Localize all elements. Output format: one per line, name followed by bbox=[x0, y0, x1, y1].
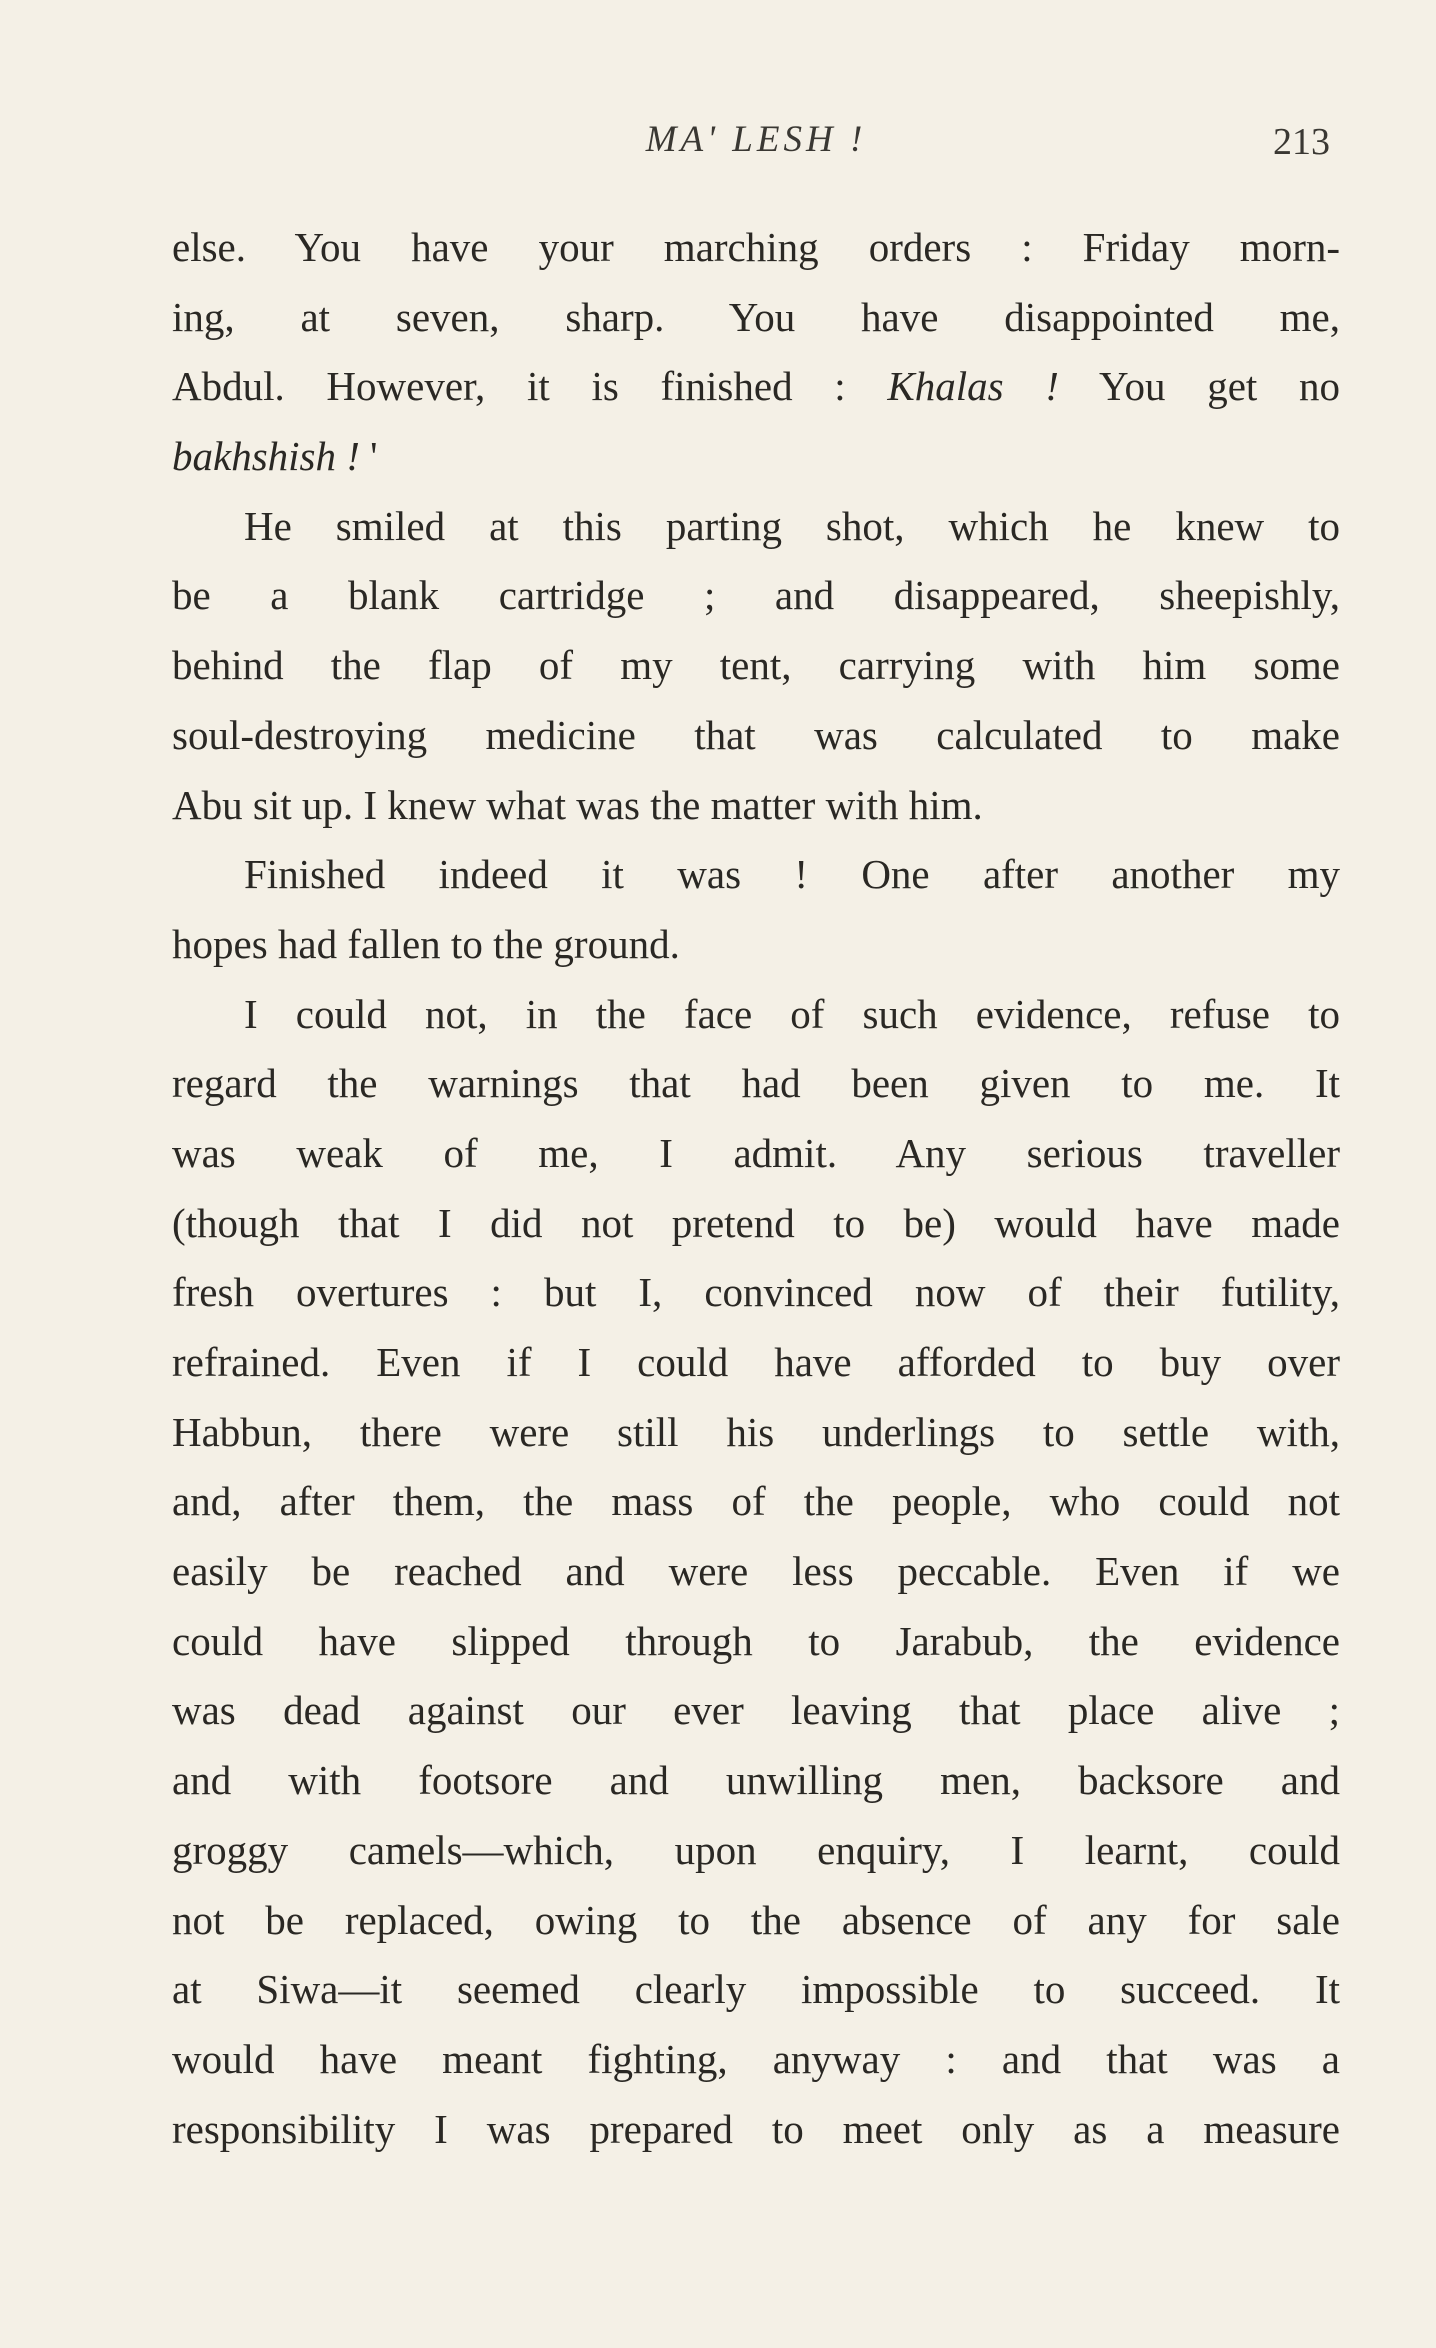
text-line: be a blank cartridge ; and disappeared, sheepishly, bbox=[172, 572, 1340, 619]
text-line: groggy camels—which, upon enquiry, I learnt, could bbox=[172, 1826, 1340, 1873]
text-line: Finished indeed it was ! One after another my bbox=[244, 851, 1340, 898]
text-line: Abu sit up. I knew what was the matter with him. bbox=[172, 781, 983, 828]
text-line: (though that I did not pretend to be) would have made bbox=[172, 1199, 1340, 1246]
text-line: hopes had fallen to the ground. bbox=[172, 920, 680, 967]
text-line: refrained. Even if I could have afforded to buy over bbox=[172, 1339, 1340, 1385]
text-line: and with footsore and unwilling men, backsore and bbox=[172, 1757, 1340, 1804]
text-line: not be replaced, owing to the absence of any for sale bbox=[172, 1896, 1340, 1943]
text-line: could have slipped through to Jarabub, the evidence bbox=[172, 1617, 1340, 1664]
italic-bakhshish: bakhshish ! bbox=[172, 433, 360, 480]
page-number: 213 bbox=[1273, 121, 1330, 163]
text-line: Abdul. However, it is finished : Khalas ! You get no bbox=[172, 363, 1340, 410]
text-line: at Siwa—it seemed clearly impossible to succeed. It bbox=[172, 1966, 1340, 2013]
text-line: was weak of me, I admit. Any serious traveller bbox=[172, 1129, 1340, 1176]
italic-khalas: Khalas ! bbox=[887, 363, 1059, 410]
text-line: else. You have your marching orders : Friday morn- bbox=[172, 224, 1340, 270]
text-line: soul-destroying medicine that was calculated to make bbox=[172, 711, 1340, 758]
body-text bbox=[172, 213, 1340, 2164]
text-line: and, after them, the mass of the people, who could not bbox=[172, 1478, 1340, 1525]
text-line: regard the warnings that had been given to me. It bbox=[172, 1060, 1340, 1107]
running-title: MA' LESH ! bbox=[645, 119, 867, 160]
text-line: fresh overtures : but I, convinced now of their futility, bbox=[172, 1269, 1340, 1316]
text-line: Habbun, there were still his underlings to settle with, bbox=[172, 1408, 1340, 1455]
text-line: He smiled at this parting shot, which he knew to bbox=[244, 502, 1340, 549]
text-line: bakhshish ! ' bbox=[172, 433, 378, 480]
text-line: behind the flap of my tent, carrying with him some bbox=[172, 642, 1340, 689]
text-line: I could not, in the face of such evidence, refuse to bbox=[244, 990, 1340, 1037]
text-line: was dead against our ever leaving that place alive ; bbox=[172, 1687, 1340, 1734]
running-head bbox=[172, 118, 1340, 174]
text-line: would have meant fighting, anyway : and that was a bbox=[172, 2035, 1340, 2082]
text-line: easily be reached and were less peccable. Even if we bbox=[172, 1548, 1340, 1595]
text-line: ing, at seven, sharp. You have disappointed me, bbox=[172, 293, 1340, 340]
text-line: responsibility I was prepared to meet only as a measure bbox=[172, 2105, 1340, 2152]
